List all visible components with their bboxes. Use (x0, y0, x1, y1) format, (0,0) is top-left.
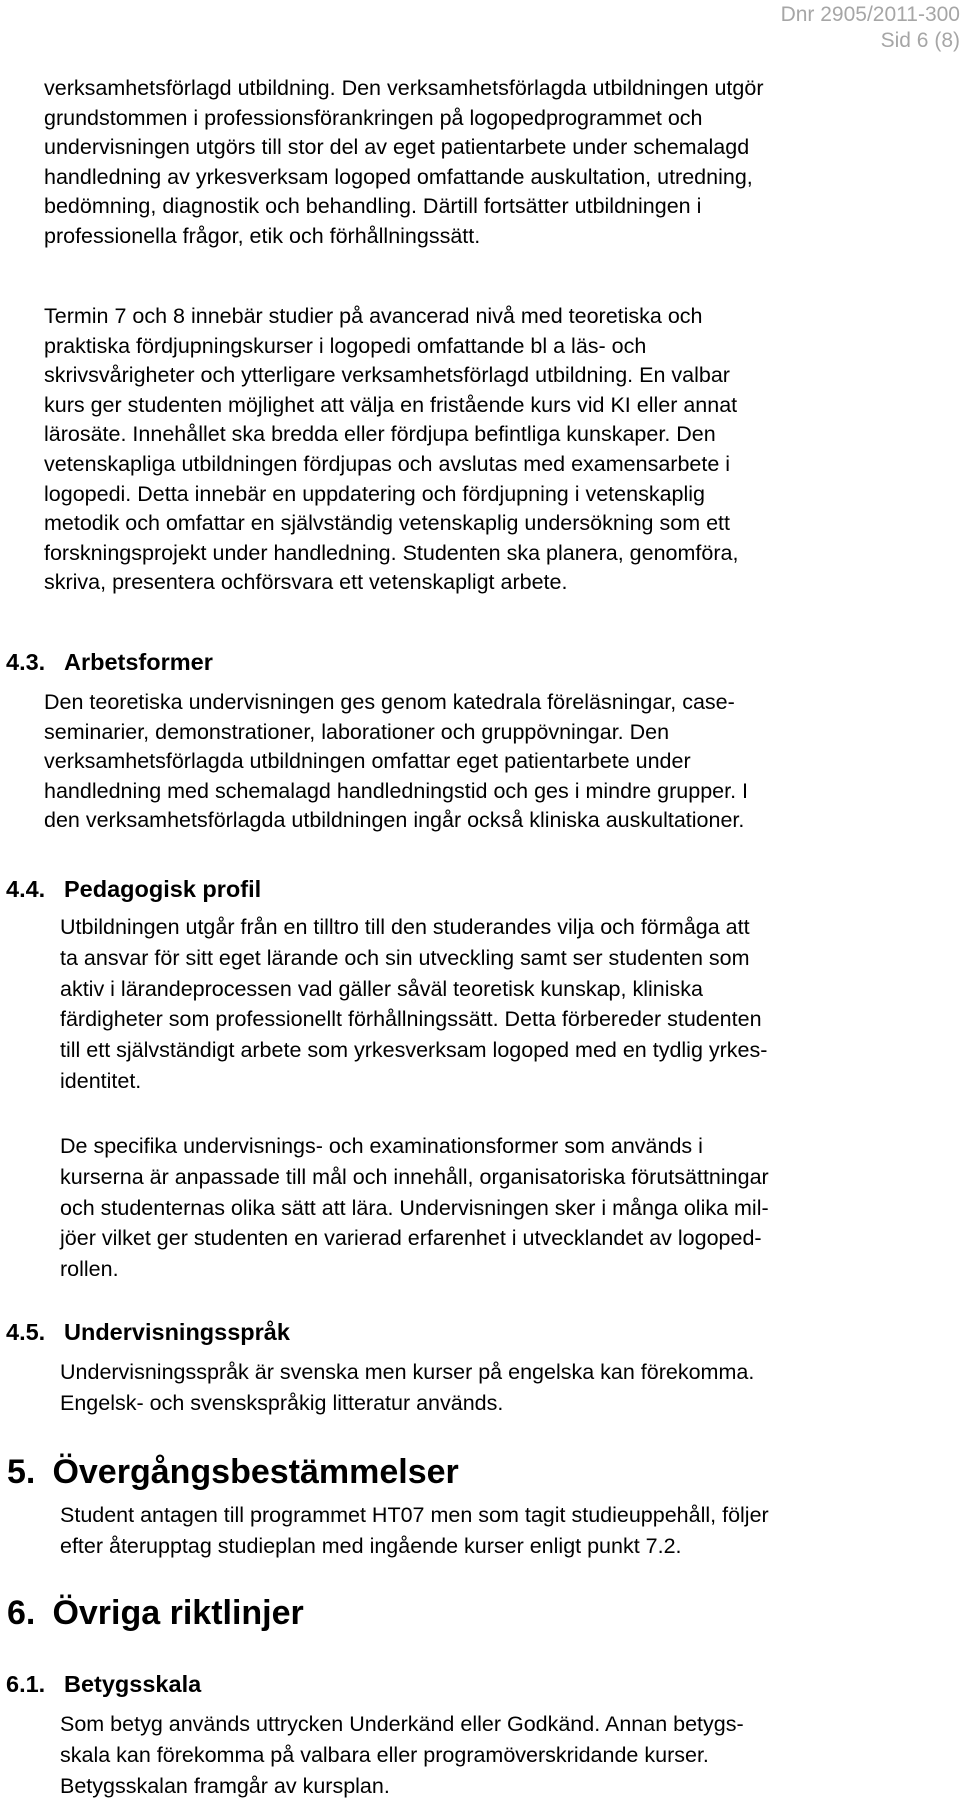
section-heading-6-1 (6, 1670, 201, 1698)
paragraph-text: De specifika undervisnings- och examinationsformer som används i kurserna är anpassade till mål och innehåll, organisatoriska förutsättningar och studenternas olika sätt att lära. Undervisningen sker i många olika mil- jöer vilket ger studenten en varierad erfarenhet i utvecklandet av logoped- rollen. (60, 1134, 769, 1282)
paragraph-text: Termin 7 och 8 innebär studier på avancerad nivå med teoretiska och praktiska fördjupningskurser i logopedi omfattande bl a läs- och skrivsvårigheter och ytterligare verksamhetsförlagd utbildning. En valbar kurs ger studenten möjlighet att välja en fristående kurs vid KI eller annat lärosäte. Innehållet ska bredda eller fördjupa befintliga kunskaper. Den vetenskapliga utbildningen fördjupas och avslutas med examensarbete i logopedi. Detta innebär en uppdatering och fördjupning i vetenskaplig metodik och omfattar en självständig vetenskaplig undersökning som ett forskningsprojekt under handledning. Studenten ska planera, genomföra, skriva, presentera ochförsvara ett vetenskapligt arbete. (44, 304, 739, 595)
section-body-5 (60, 1500, 940, 1562)
section-title: Arbetsformer (64, 649, 213, 675)
section-number: 6.1. (6, 1671, 46, 1697)
section-body-4-5 (60, 1357, 940, 1419)
section-heading-4-3 (6, 648, 213, 676)
section-body-6-1 (60, 1709, 940, 1801)
section-body-4-4-part1 (60, 912, 940, 1097)
section-heading-5 (7, 1452, 459, 1492)
section-title: Undervisningsspråk (64, 1319, 290, 1345)
paragraph-text: verksamhetsförlagd utbildning. Den verksamhetsförlagda utbildningen utgör grundstommen i professionsförankringen på logopedprogrammet och undervisningen utgörs till stor del av eget patientarbete under schemalagd handledning av yrkesverksam logoped omfattande auskultation, utredning, bedömning, diagnostik och behandling. Därtill fortsätter utbildningen i professionella frågor, etik och förhållningssätt. (44, 76, 764, 248)
section-title: Betygsskala (64, 1671, 202, 1697)
paragraph-text: Student antagen till programmet HT07 men som tagit studieuppehåll, följer efter återupptag studieplan med ingående kurser enligt punkt 7.2. (60, 1503, 769, 1558)
paragraph-text: Undervisningsspråk är svenska men kurser på engelska kan förekomma. Engelsk- och svenskspråkig litteratur används. (60, 1360, 755, 1415)
section-heading-4-4 (6, 875, 261, 903)
section-title: Pedagogisk profil (64, 876, 262, 902)
section-number: 5. (7, 1453, 36, 1491)
paragraph-text: Den teoretiska undervisningen ges genom katedrala föreläsningar, case- seminarier, demonstrationer, laborationer och gruppövningar. Den verksamhetsförlagda utbildningen omfattar eget patientarbete under handledning med schemalagd handledningstid och ges i mindre grupper. I den verksamhetsförlagda utbildningen ingår också kliniska auskultationer. (44, 690, 748, 833)
document-number: Dnr 2905/2011-300 (780, 3, 960, 26)
paragraph-text: Som betyg används uttrycken Underkänd eller Godkänd. Annan betygs- skala kan förekomma på valbara eller programöverskridande kurser. Betygsskalan framgår av kursplan. (60, 1712, 744, 1798)
section-number: 4.4. (6, 876, 46, 902)
section-heading-6 (7, 1593, 304, 1633)
paragraph-text: Utbildningen utgår från en tilltro till den studerandes vilja och förmåga att ta ansvar för sitt eget lärande och sin utveckling samt ser studenten som aktiv i lärandeprocessen vad gäller såväl teoretisk kunskap, kliniska färdigheter som professionellt förhållningssätt. Detta förbereder studenten till ett självständigt arbete som yrkesverksam logoped med en tydlig yrkes- identitet. (60, 915, 768, 1093)
section-number: 6. (7, 1594, 36, 1632)
section-heading-4-5 (6, 1318, 290, 1346)
paragraph-termin-7-8 (44, 302, 944, 598)
page-header (700, 2, 960, 54)
section-title: Övergångsbestämmelser (52, 1453, 459, 1491)
section-number: 4.5. (6, 1319, 46, 1345)
section-title: Övriga riktlinjer (52, 1594, 304, 1632)
section-body-4-4-part2 (60, 1131, 940, 1285)
paragraph-vfu (44, 74, 944, 252)
section-body-4-3 (44, 688, 944, 836)
section-number: 4.3. (6, 649, 46, 675)
page-number: Sid 6 (8) (880, 29, 960, 52)
